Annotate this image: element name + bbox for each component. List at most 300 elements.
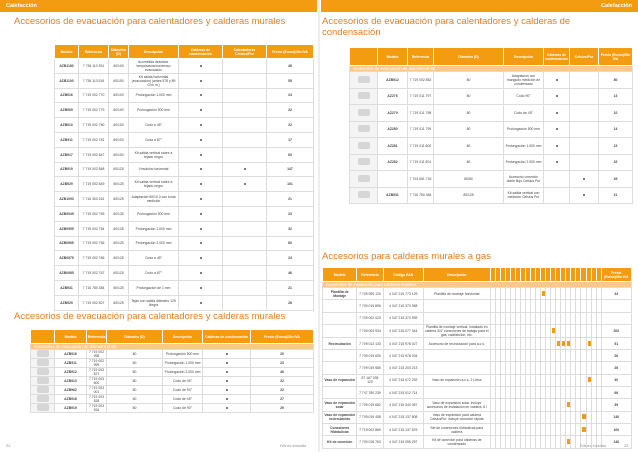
- table-cell: 7 719 003 528: [87, 395, 107, 404]
- table-cell: 29: [251, 404, 314, 413]
- table-cell: 26: [601, 350, 631, 362]
- table-row: [55, 59, 314, 74]
- product-image-cell: [31, 377, 55, 386]
- table-cell: Codo de 45°: [163, 377, 203, 386]
- table-cell: 80: [434, 72, 504, 89]
- table-cell: AZB913: [55, 377, 87, 386]
- table-cell: 7 719 002 767: [79, 266, 109, 281]
- table-cell: 80: [434, 105, 504, 122]
- table-row: [323, 411, 632, 423]
- table-cell: 101: [267, 177, 314, 192]
- table-cell: 7 709 019 585: [357, 362, 383, 374]
- table-cell: 7 719 002 770: [79, 88, 109, 103]
- table-cell: Codo a 87°: [129, 132, 179, 147]
- table-cell: AZB917: [55, 147, 79, 162]
- table-row: [350, 105, 633, 122]
- table-cell: 32: [599, 154, 633, 171]
- table-cell: [179, 206, 223, 221]
- table-cell: AZB929: [55, 177, 79, 192]
- table-cell: [570, 171, 599, 188]
- table-cell: 60/100: [109, 103, 129, 118]
- table-row: [55, 132, 314, 147]
- product-image: [37, 377, 49, 384]
- table-cell: [323, 362, 357, 374]
- table-row: [55, 162, 314, 177]
- table-cell: Prolongación 2.000 mm: [163, 368, 203, 377]
- table-cell: 10: [599, 105, 633, 122]
- table-cell: Kit salida vertical sobre a tejado negro: [129, 177, 179, 192]
- table-cell: [179, 103, 223, 118]
- table-cell: Vaso de expansión recirculación: [323, 411, 357, 423]
- table-cell: [323, 312, 357, 324]
- table-cell: 60/125: [109, 236, 129, 251]
- product-image-cell: [350, 121, 378, 138]
- table-row: [350, 72, 633, 89]
- table-cell: AZB916: [55, 88, 79, 103]
- table-cell: [223, 206, 267, 221]
- table-cell: 21: [267, 192, 314, 207]
- table-row: [31, 368, 314, 377]
- table-row: [55, 280, 314, 295]
- table-cell: 14: [599, 121, 633, 138]
- availability-dot: [583, 178, 585, 180]
- table-cell: Acometida desdoba. temperatura/condenso evacuación: [129, 59, 179, 74]
- product-image-cell: [31, 350, 55, 359]
- availability-dot: [200, 65, 202, 67]
- table-row: [350, 88, 633, 105]
- availability-dot: [200, 213, 202, 215]
- table-cell: 21: [267, 280, 314, 295]
- table-cell: 23: [267, 206, 314, 221]
- right-footnote: IVA no incluido: [580, 443, 607, 448]
- table-cell: 7 719 002 779: [79, 103, 109, 118]
- table-cell: AZB962: [55, 386, 87, 395]
- table-cell: 23: [251, 359, 314, 368]
- table-cell: 28: [267, 295, 314, 310]
- availability-dot: [200, 168, 202, 170]
- table-cell: [179, 221, 223, 236]
- table-cell: AZB929: [55, 295, 79, 310]
- compat-marker: [552, 328, 556, 333]
- table-row: [323, 423, 632, 435]
- table-cell: Codo de 45°: [504, 105, 544, 122]
- left-title-1: Accesorios de evacuación para calentadores y calderas murales: [14, 16, 286, 27]
- table-cell: 80: [107, 404, 163, 413]
- table-cell: [223, 132, 267, 147]
- product-image: [37, 386, 49, 393]
- table-cell: AZB919: [55, 404, 87, 413]
- table-cell: AZB0965: [55, 236, 79, 251]
- table-cell: Kit salida vertical con medición Celsius Pur: [504, 187, 544, 204]
- table-cell: 55: [267, 73, 314, 88]
- table-cell: 80: [434, 121, 504, 138]
- table-cell: Prolongación de 1 mm: [129, 280, 179, 295]
- table-cell: AZB0955: [55, 221, 79, 236]
- table-section-label: Accesorios de instalación para calderas murales: [323, 282, 632, 288]
- table-cell: [223, 88, 267, 103]
- column-header: Diámetro (D): [107, 330, 163, 344]
- table-cell: AZB1093: [55, 192, 79, 207]
- table-header-row: [55, 45, 314, 59]
- table-cell: [179, 295, 223, 310]
- column-header: Modelo: [378, 48, 408, 66]
- table-cell: 4 047 215 773 129: [383, 288, 423, 300]
- table-cell: [179, 59, 223, 74]
- table-row: [55, 118, 314, 133]
- table-cell: 7 703 651 733: [408, 171, 434, 188]
- table-cell: Vaso de expansión: [323, 374, 357, 386]
- table-section-label: Accesorios de evacuación de diámetro Ø 80: [350, 66, 633, 72]
- column-header: Calderas de condensación: [203, 330, 251, 344]
- table-section-label: Accesorios de evacuación de diámetro Ø 80: [31, 344, 314, 350]
- table-cell: [570, 121, 599, 138]
- column-header: Calderas de condensación: [179, 45, 223, 59]
- availability-dot: [200, 302, 202, 304]
- availability-dot: [200, 183, 202, 185]
- column-header-image: [350, 48, 378, 66]
- table-cell: Tejas con salida diámetro 125 Negra: [129, 295, 179, 310]
- column-header: Referencia: [87, 330, 107, 344]
- table-cell: [179, 118, 223, 133]
- table-cell: [223, 118, 267, 133]
- table-cell: Prolongación 500 mm: [129, 103, 179, 118]
- column-header: Referencia: [408, 48, 434, 66]
- table-cell: 7 709 019 605: [357, 350, 383, 362]
- table-cell: 32: [267, 221, 314, 236]
- table-cell: [179, 266, 223, 281]
- table-cell: AZ279: [378, 105, 408, 122]
- table-row: [55, 177, 314, 192]
- table-cell: Conexiones Hidráulicas: [323, 423, 357, 435]
- table-cell: [179, 251, 223, 266]
- table-cell: [179, 73, 223, 88]
- availability-dot: [200, 80, 202, 82]
- table-cell: 80: [107, 386, 163, 395]
- column-header: Diámetro (D): [109, 45, 129, 59]
- table-cell: Vaso de expansión solar, incluye accesorios de instalación en caldera, 8 l: [423, 399, 490, 411]
- section-header-right: Calefacción: [321, 0, 638, 12]
- table-cell: 4 047 215 012 714: [383, 387, 423, 399]
- column-header: Precio (Euros)/Sin IVA: [601, 268, 631, 282]
- table-cell: AZB919: [55, 162, 79, 177]
- table-cell: 60/125: [109, 162, 129, 177]
- compat-marker: [567, 439, 571, 444]
- compat-marker: [588, 377, 592, 382]
- table-cell: Codo 90°: [504, 88, 544, 105]
- availability-dot: [200, 94, 202, 96]
- table-cell: AZB0975: [55, 251, 79, 266]
- table-cell: 24: [267, 88, 314, 103]
- table-row: [31, 377, 314, 386]
- table-cell: 7 736 110 351: [79, 59, 109, 74]
- table-cell: [223, 295, 267, 310]
- table-cell: Prolongación 2.000 mm: [129, 236, 179, 251]
- table-cell: Codo a 87°: [129, 266, 179, 281]
- table-cell: 7 709 019 682: [357, 399, 383, 411]
- table-header-row: [31, 330, 314, 344]
- product-image-cell: [350, 171, 378, 188]
- table-cell: 39: [601, 399, 631, 411]
- product-image-cell: [350, 187, 378, 204]
- product-image: [37, 359, 49, 366]
- table-row: [350, 171, 633, 188]
- table-cell: 4 047 215 077 344: [383, 324, 423, 337]
- column-header: Calderas de condensación: [544, 48, 570, 66]
- table-cell: 7 719 002 869: [357, 423, 383, 435]
- availability-dot: [200, 272, 202, 274]
- table-row: [55, 236, 314, 251]
- table-cell: [544, 138, 570, 155]
- table-cell: [544, 171, 570, 188]
- table-cell: Plantilla de montaje vertical. Instalado en caldera 3/4" conexiones de trabajo para el gas, calefacción, etc.: [425, 324, 489, 337]
- table-cell: 80: [107, 350, 163, 359]
- table-cell: 4 047 215 978 027: [383, 337, 423, 349]
- product-image-cell: [350, 105, 378, 122]
- table-cell: Vaso de expansión para caldera CelsiusPur, incluye conexión rápida: [423, 411, 490, 423]
- table-cell: AZB912: [55, 368, 87, 377]
- table-cell: [203, 377, 251, 386]
- product-image: [37, 395, 49, 402]
- table-row: [55, 88, 314, 103]
- table-row: [323, 362, 632, 374]
- table-row: [31, 386, 314, 395]
- table-cell: [203, 350, 251, 359]
- column-header: Diámetro (D): [434, 48, 504, 66]
- table-cell: 60/125: [109, 177, 129, 192]
- table-cell: 7 716 780 384: [79, 280, 109, 295]
- table-cell: 60/125: [109, 280, 129, 295]
- table-cell: 7 719 002 807: [79, 295, 109, 310]
- table-cell: [423, 300, 490, 312]
- table-cell: AZB0945: [55, 206, 79, 221]
- column-header: Modelo: [323, 268, 357, 282]
- table-cell: Prolongación 1.000 mm: [504, 138, 544, 155]
- table-cell: 80: [599, 72, 633, 89]
- table-cell: Kit de conexión: [323, 436, 357, 448]
- table-cell: [223, 251, 267, 266]
- table-cell: [179, 88, 223, 103]
- table-cell: 60/100: [109, 59, 129, 74]
- table-cell: 7 709 018 763: [357, 436, 383, 448]
- table-cell: 7 719 002 769: [79, 206, 109, 221]
- product-image: [358, 92, 370, 99]
- page-divider: [318, 0, 320, 452]
- product-image: [358, 175, 370, 182]
- table-cell: 140: [601, 411, 631, 423]
- table-cell: AZ282: [378, 154, 408, 171]
- table-cell: 60/125: [109, 266, 129, 281]
- table-cell: 24: [267, 251, 314, 266]
- table-cell: Accesorio de recirculación para a.c.s.: [423, 337, 490, 349]
- table-cell: Codo a 45°: [129, 251, 179, 266]
- table-cell: [323, 350, 357, 362]
- left-title-2: Accesorios de evacuación para calentadores y calderas murales: [14, 311, 286, 322]
- table-cell: 7 736 110 516: [79, 73, 109, 88]
- table-cell: 7 709 019 458: [357, 411, 383, 423]
- column-header: Descripción: [129, 45, 179, 59]
- table-cell: Prolongación 1.000 mm: [163, 359, 203, 368]
- table-cell: 147: [267, 162, 314, 177]
- table-cell: [323, 387, 357, 399]
- table-cell: [179, 132, 223, 147]
- table-row: [55, 206, 314, 221]
- table-cell: AZB931: [55, 280, 79, 295]
- table-cell: [570, 154, 599, 171]
- table-cell: 80: [107, 395, 163, 404]
- table-cell: 33: [601, 288, 631, 300]
- table-cell: [223, 73, 267, 88]
- table-cell: 60/100: [109, 73, 129, 88]
- table-cell: Kit salida vertical sobre a tejado negro: [129, 147, 179, 162]
- table-row: [55, 221, 314, 236]
- table-cell: Plantilla de montaje horizontal: [423, 288, 490, 300]
- table-cell: AZB912: [378, 72, 408, 89]
- table-cell: 7 709 995 120: [357, 288, 383, 300]
- table-cell: [179, 147, 223, 162]
- table-cell: 7 719 011 797: [408, 88, 434, 105]
- compat-marker: [557, 341, 561, 346]
- table-header-row: [350, 48, 633, 66]
- product-image: [358, 142, 370, 149]
- table-cell: AZ280: [378, 121, 408, 138]
- table-cell: Plantilla de Montaje: [323, 288, 357, 300]
- table-cell: 4 047 215 340 057: [383, 399, 423, 411]
- column-header: Precio (Euros)/Sin IVA: [267, 45, 314, 59]
- table-cell: AZB910: [55, 118, 79, 133]
- table-row: [55, 192, 314, 207]
- availability-dot: [226, 371, 228, 373]
- table-cell: [179, 280, 223, 295]
- table-row: [31, 395, 314, 404]
- table-cell: 40: [601, 374, 631, 386]
- table-cell: 80: [107, 377, 163, 386]
- product-image-cell: [350, 154, 378, 171]
- table-cell: Vaso de expansión a.c.s. 2 Litros: [423, 374, 490, 386]
- table-cell: 4 047 215 978 034: [383, 350, 423, 362]
- compat-marker: [542, 291, 546, 296]
- table-row: [323, 312, 632, 324]
- column-header: Precio (Euros)/Sin IVA: [599, 48, 633, 66]
- table-row: [323, 324, 632, 337]
- table-cell: 60/125: [109, 221, 129, 236]
- table-cell: [223, 59, 267, 74]
- product-image: [358, 76, 370, 83]
- table-cell: 80: [434, 154, 504, 171]
- table-cell: 80: [107, 359, 163, 368]
- table-cell: [203, 386, 251, 395]
- availability-dot: [200, 287, 202, 289]
- table-cell: 7 719 002 848: [79, 162, 109, 177]
- table-cell: 7 719 003 534: [87, 404, 107, 413]
- table-cell: 4 047 215 072 292: [383, 374, 423, 386]
- table-cell: 46: [267, 266, 314, 281]
- availability-dot: [244, 183, 246, 185]
- table-cell: 80: [107, 368, 163, 377]
- table-cell: 17: [267, 132, 314, 147]
- table-cell: 13: [599, 88, 633, 105]
- table-cell: 4 047 215 203 213: [383, 362, 423, 374]
- availability-dot: [200, 228, 202, 230]
- availability-dot: [200, 124, 202, 126]
- table-cell: Prolongación 500 mm: [163, 350, 203, 359]
- table-cell: Prolongación 500 mm: [504, 121, 544, 138]
- table-cell: [423, 387, 490, 399]
- table-cell: AZB1180: [55, 59, 79, 74]
- table-cell: Adaptación con manguito medición de condensado: [504, 72, 544, 89]
- table-cell: Prolongación 500 mm: [129, 206, 179, 221]
- table-cell: 22: [267, 118, 314, 133]
- column-header: Referencia: [79, 45, 109, 59]
- availability-dot: [583, 194, 585, 196]
- compat-marker: [562, 341, 566, 346]
- table-cell: 60/125: [109, 192, 129, 207]
- product-image: [358, 109, 370, 116]
- availability-dot: [556, 128, 558, 130]
- table-cell: 7 719 002 852: [408, 72, 434, 89]
- column-header: Referencia: [357, 268, 383, 282]
- section-header-left: Calefacción: [0, 0, 317, 12]
- table-row: [350, 154, 633, 171]
- table-cell: Recirculación: [323, 337, 357, 349]
- table-cell: [378, 171, 408, 188]
- table-cell: Codo a 45°: [129, 118, 179, 133]
- table-cell: 27: [251, 395, 314, 404]
- table-cell: Prolongación 1.000 mm: [129, 221, 179, 236]
- table-cell: [223, 221, 267, 236]
- table-cell: [203, 368, 251, 377]
- product-image-cell: [31, 386, 55, 395]
- table-cell: 7 719 002 998: [87, 350, 107, 359]
- table-cell: Vaso de expansión solar: [323, 399, 357, 411]
- right-page-number: 23: [624, 443, 629, 448]
- column-header: Descripción: [504, 48, 544, 66]
- table-cell: 4 047 215 373 939: [383, 312, 423, 324]
- availability-dot: [226, 398, 228, 400]
- table-cell: 80/80: [434, 171, 504, 188]
- table-row: [31, 359, 314, 368]
- table-cell: 4 047 215 137 808: [383, 411, 423, 423]
- column-header: Descripción: [163, 330, 203, 344]
- table-cell: [203, 359, 251, 368]
- table-cell: [544, 88, 570, 105]
- table-cell: 7 719 002 781: [79, 132, 109, 147]
- table-cell: 48: [267, 59, 314, 74]
- left-footnote: IVA no incluido: [280, 443, 307, 448]
- table-cell: AZB911: [55, 132, 79, 147]
- table-cell: 4 047 215 137 876: [383, 423, 423, 435]
- table-cell: 7 716 780 384: [408, 187, 434, 204]
- table-cell: 7 719 011 798: [408, 105, 434, 122]
- table-cell: 7 709 012 133: [357, 337, 383, 349]
- availability-dot: [200, 198, 202, 200]
- table-cell: 60/100: [109, 132, 129, 147]
- table-cell: [323, 300, 357, 312]
- product-image-cell: [350, 138, 378, 155]
- table-cell: 4 047 215 373 958: [383, 300, 423, 312]
- column-header: Precio (Euros)/Sin IVA: [251, 330, 314, 344]
- availability-dot: [556, 112, 558, 114]
- table-cell: Codo de 90°: [163, 386, 203, 395]
- product-image: [358, 125, 370, 132]
- table-row: [323, 387, 632, 399]
- table-cell: Prolongación 2.000 mm: [504, 154, 544, 171]
- table-cell: [570, 72, 599, 89]
- table-cell: 7 719 011 801: [408, 154, 434, 171]
- column-header: Descripción: [423, 268, 490, 282]
- table-cell: Kit de conexión para calderas de condensado: [423, 436, 490, 448]
- availability-dot: [200, 242, 202, 244]
- product-image-cell: [31, 368, 55, 377]
